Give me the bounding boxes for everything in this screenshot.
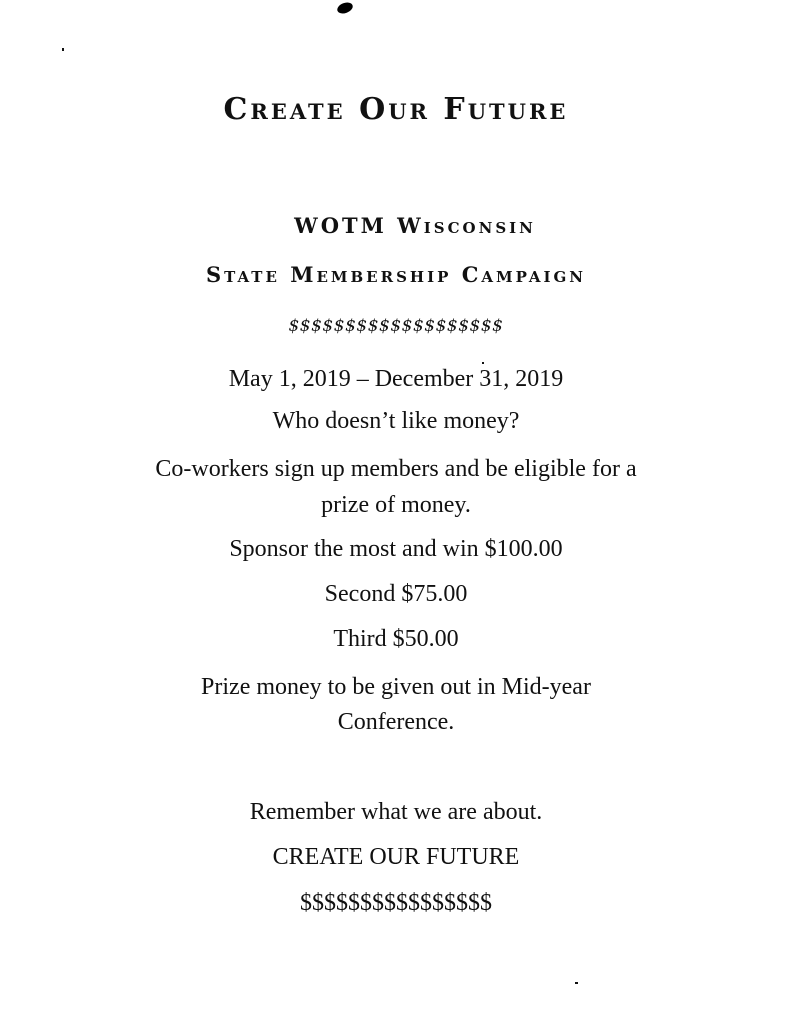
flyer-title: Create Our Future bbox=[223, 92, 569, 127]
first-prize: Sponsor the most and win $100.00 bbox=[229, 536, 563, 562]
money-question: Who doesn’t like money? bbox=[272, 408, 520, 434]
incentive-text-line1: Co-workers sign up members and be eligible for a bbox=[155, 456, 637, 482]
flyer-subtitle-line2: State Membership Campaign bbox=[205, 262, 587, 287]
closing-caps: CREATE OUR FUTURE bbox=[272, 844, 520, 870]
dollar-divider-top: $$$$$$$$$$$$$$$$$$$ bbox=[288, 316, 504, 336]
scan-speck bbox=[62, 48, 64, 51]
third-prize: Third $50.00 bbox=[333, 626, 459, 652]
remember-text: Remember what we are about. bbox=[249, 799, 543, 825]
prize-note-line2: Conference. bbox=[337, 709, 455, 735]
scan-mark bbox=[336, 1, 354, 16]
second-prize: Second $75.00 bbox=[324, 581, 468, 607]
campaign-dates: May 1, 2019 – December 31, 2019 bbox=[228, 366, 564, 392]
dollar-divider-bottom: $$$$$$$$$$$$$$$$ bbox=[300, 890, 492, 916]
prize-note-line1: Prize money to be given out in Mid-year bbox=[201, 674, 591, 700]
flyer-subtitle-line1: WOTM Wisconsin bbox=[294, 213, 536, 238]
scan-speck bbox=[575, 982, 578, 984]
incentive-text-line2: prize of money. bbox=[321, 492, 471, 518]
